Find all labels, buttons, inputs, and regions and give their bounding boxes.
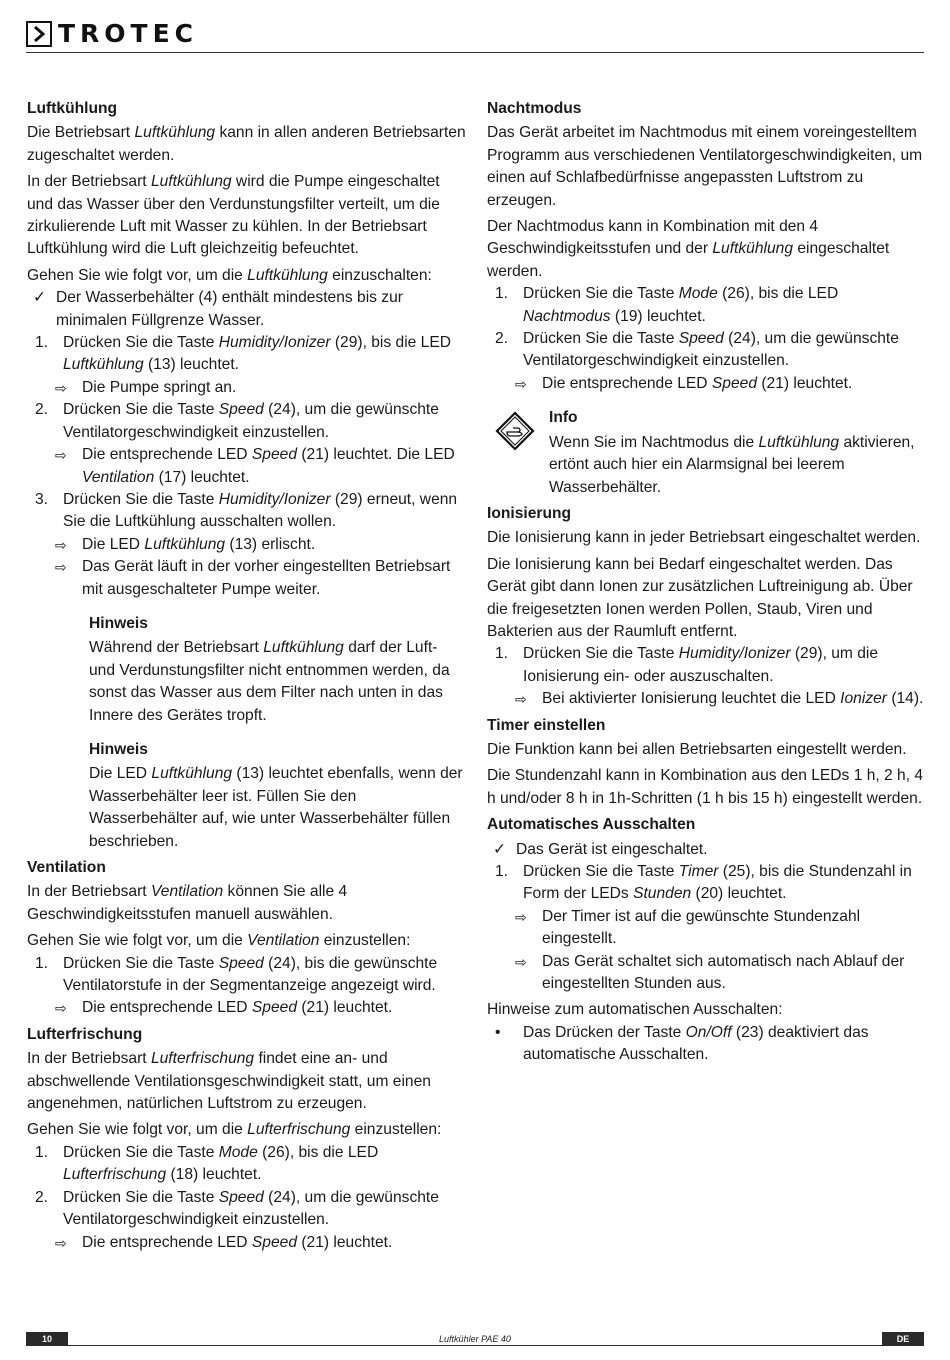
heading-timer: Timer einstellen: [487, 716, 606, 734]
paragraph: Die Stundenzahl kann in Kombination aus den LEDs 1 h, 2 h, 4 h und/oder 8 h in 1h-Schritten (1 h bis 15 h) eingestellt werden.: [487, 767, 924, 807]
heading-lufterfrischung: Lufterfrischung: [27, 1025, 143, 1043]
step-item: 2. Drücken Sie die Taste Speed (24), um die gewünschte Ventilatorgeschwindigkeit einzustellen.: [35, 1188, 439, 1229]
paragraph: In der Betriebsart Ventilation können Sie alle 4 Geschwindigkeitsstufen manuell auswählen.: [27, 883, 348, 923]
logo-chevron-icon: [26, 21, 52, 47]
result-item: ⇨ Bei aktivierter Ionisierung leuchtet die LED Ionizer (14).: [487, 688, 927, 710]
paragraph: Der Nachtmodus kann in Kombination mit den 4 Geschwindigkeitsstufen und der Luftkühlung eingeschaltet werden.: [487, 218, 890, 280]
step-item: 1. Drücken Sie die Taste Speed (24), bis die gewünschte Ventilatorstufe in der Segmentanzeige angezeigt wird.: [35, 954, 438, 995]
header-rule: [26, 52, 924, 53]
step-item: 1. Drücken Sie die Taste Timer (25), bis die Stundenzahl in Form der LEDs Stunden (20) leuchtet.: [495, 863, 912, 903]
arrow-right-icon: ⇨: [55, 379, 67, 396]
bullet-item: • Das Drücken der Taste On/Off (23) deaktiviert das automatische Ausschalten.: [495, 1023, 869, 1064]
paragraph: In der Betriebsart Luftkühlung wird die Pumpe eingeschaltet und das Wasser über den Verdunstungsfilter verteilt, um die zirkulierende Luft mit Wasser zu kühlen. In der Betriebsart Luftkühlung wird die Luft gleichzeitig befeuchtet.: [27, 173, 440, 258]
paragraph: Gehen Sie wie folgt vor, um die Ventilation einzustellen:: [27, 932, 411, 950]
arrow-right-icon: ⇨: [55, 536, 67, 553]
paragraph: In der Betriebsart Lufterfrischung findet eine an- und abschwellende Ventilationsgeschwindigkeit statt, um einen angenehmen, natürlichen Luftstrom zu erzeugen.: [27, 1050, 431, 1113]
heading-ionisierung: Ionisierung: [487, 504, 572, 522]
arrow-right-icon: ⇨: [515, 375, 527, 392]
step-item: 1. Drücken Sie die Taste Humidity/Ionizer (29), bis die LED Luftkühlung (13) leuchtet.: [35, 334, 452, 374]
heading-nachtmodus: Nachtmodus: [487, 100, 582, 117]
footer-title: Luftkühler PAE 40: [68, 1332, 882, 1346]
step-item: 1. Drücken Sie die Taste Humidity/Ionizer (29), um die Ionisierung ein- oder auszuschalten.: [495, 645, 879, 685]
arrow-right-icon: ⇨: [55, 1234, 67, 1251]
hint-box: [89, 739, 467, 853]
hint-title: Hinweis: [89, 740, 148, 758]
result-item: ⇨ Der Timer ist auf die gewünschte Stundenzahl eingestellt.: [515, 907, 861, 948]
info-hand-icon: [495, 411, 535, 451]
paragraph: Die Funktion kann bei allen Betriebsarten eingestellt werden.: [487, 740, 907, 758]
hint-title: Hinweis: [89, 614, 148, 632]
step-item: 3. Drücken Sie die Taste Humidity/Ionizer (29) erneut, wenn Sie die Luftkühlung ausschalten wollen.: [35, 490, 458, 531]
heading-luftkuehlung: Luftkühlung: [27, 100, 118, 117]
arrow-right-icon: ⇨: [515, 953, 527, 970]
result-item: ⇨ Die entsprechende LED Speed (21) leuchtet. Die LED Ventilation (17) leuchtet.: [55, 446, 455, 486]
page-footer: [26, 1332, 924, 1346]
check-icon: ✓: [493, 840, 507, 858]
paragraph: Die Ionisierung kann bei Bedarf eingeschaltet werden. Das Gerät gibt dann Ionen zur zusätzlichen Luftreinigung ab. Über die freigesetzten Ionen werden Pollen, Staub, Viren und Bakterien aus der Raumluft entfernt.: [487, 555, 913, 640]
info-text: Wenn Sie im Nachtmodus die Luftkühlung aktivieren, ertönt auch hier ein Alarmsignal bei leerem Wasserbehälter.: [549, 433, 915, 496]
paragraph: Gehen Sie wie folgt vor, um die Lufterfrischung einzustellen:: [27, 1121, 442, 1139]
result-item: ⇨ Das Gerät läuft in der vorher eingestellten Betriebsart mit ausgeschalteter Pumpe weiter.: [55, 558, 451, 598]
step-item: 2. Drücken Sie die Taste Speed (24), um die gewünschte Ventilatorgeschwindigkeit einzustellen.: [35, 401, 439, 441]
arrow-right-icon: ⇨: [55, 1000, 67, 1017]
check-icon: ✓: [33, 289, 47, 307]
trotec-logo: [26, 20, 198, 48]
arrow-right-icon: ⇨: [515, 691, 527, 708]
step-item: 1. Drücken Sie die Taste Mode (26), bis die LED Nachtmodus (19) leuchtet.: [495, 285, 839, 325]
hint-text: Die LED Luftkühlung (13) leuchtet ebenfalls, wenn der Wasserbehälter leer ist. Füllen Sie den Wasserbehälter auf, wie unter Wasserbehälter füllen beschrieben.: [89, 765, 463, 850]
result-item: ⇨ Die entsprechende LED Speed (21) leuchtet.: [27, 997, 467, 1019]
result-item: ⇨ Die LED Luftkühlung (13) erlischt.: [27, 534, 467, 556]
prerequisite-item: ✓ Der Wasserbehälter (4) enthält mindestens bis zur minimalen Füllgrenze Wasser.: [33, 289, 403, 329]
arrow-right-icon: ⇨: [515, 908, 527, 925]
step-item: 2. Drücken Sie die Taste Speed (24), um die gewünschte Ventilatorgeschwindigkeit einzustellen.: [495, 330, 899, 370]
result-item: ⇨ Das Gerät schaltet sich automatisch nach Ablauf der eingestellten Stunden aus.: [515, 952, 905, 993]
info-box: [487, 407, 927, 499]
hint-text: Während der Betriebsart Luftkühlung darf der Luft- und Verdunstungsfilter nicht entnommen werden, da sonst das Wasser aus dem Filter nach unten in das Innere des Gerätes tropft.: [89, 639, 450, 724]
right-column: [487, 98, 927, 1067]
paragraph: Die Betriebsart Luftkühlung kann in allen anderen Betriebsarten zugeschaltet werden.: [27, 124, 466, 164]
paragraph: Hinweise zum automatischen Ausschalten:: [487, 1001, 783, 1019]
result-item: ⇨ Die entsprechende LED Speed (21) leuchtet.: [27, 1232, 467, 1254]
paragraph: Die Ionisierung kann in jeder Betriebsart eingeschaltet werden.: [487, 529, 921, 547]
brand-name: TROTEC: [58, 19, 199, 48]
result-item: ⇨ Die entsprechende LED Speed (21) leuchtet.: [487, 373, 927, 395]
step-item: 1. Drücken Sie die Taste Mode (26), bis die LED Lufterfrischung (18) leuchtet.: [35, 1143, 379, 1184]
result-item: ⇨ Die Pumpe springt an.: [27, 377, 467, 399]
arrow-right-icon: ⇨: [55, 447, 67, 464]
arrow-right-icon: ⇨: [55, 559, 67, 576]
paragraph: Das Gerät arbeitet im Nachtmodus mit einem voreingestelltem Programm aus verschiedenen Ventilatorgeschwindigkeiten, um einen auf Schlafbedürfnisse angepassten Luftstrom zu erzeugen.: [487, 124, 923, 209]
language-badge: DE: [882, 1332, 924, 1346]
paragraph: Gehen Sie wie folgt vor, um die Luftkühlung einzuschalten:: [27, 266, 432, 284]
left-column: [27, 98, 467, 1254]
hint-box: [89, 613, 467, 727]
bullet-icon: •: [495, 1023, 501, 1041]
prerequisite-item: ✓ Das Gerät ist eingeschaltet.: [487, 839, 927, 861]
info-title: Info: [549, 409, 578, 427]
heading-auto-off: Automatisches Ausschalten: [487, 816, 696, 834]
page-number: 10: [26, 1332, 68, 1346]
heading-ventilation: Ventilation: [27, 859, 106, 876]
